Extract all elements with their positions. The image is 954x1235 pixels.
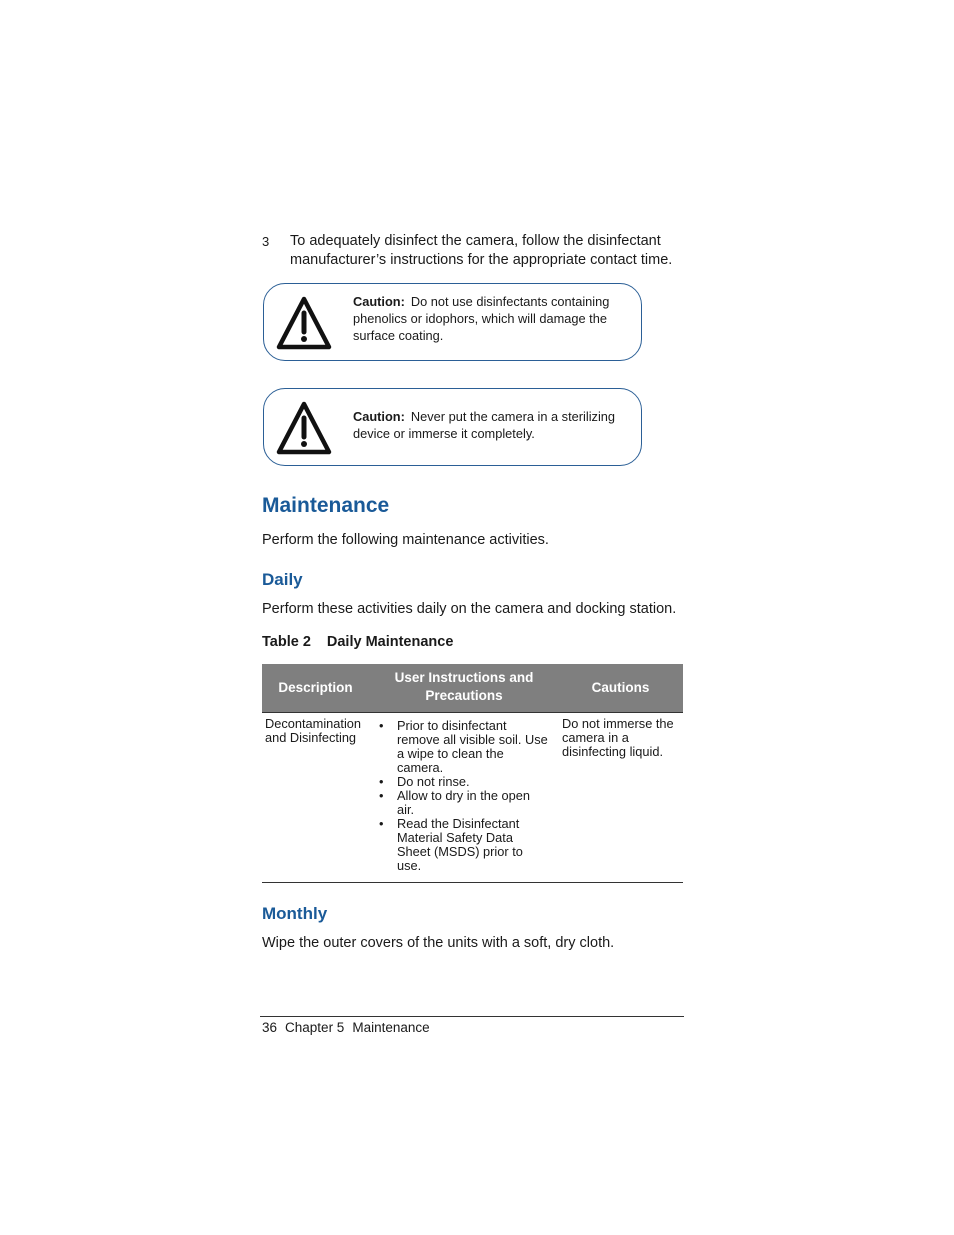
table-caption [262,634,453,650]
warning-triangle-icon [275,400,333,456]
warning-triangle-icon [275,295,333,351]
page-number: 36 [262,1020,278,1035]
subheading-daily: Daily [262,570,303,589]
caution-text [353,408,633,442]
table-cell-cautions: Do not immerse the camera in a disinfecting liquid. [562,716,674,759]
instruction-list [379,719,549,873]
subheading-monthly: Monthly [262,904,328,923]
column-header: Cautions [591,680,650,695]
table-bottom-rule [262,882,683,883]
table-caption-title: Daily Maintenance [326,634,454,650]
footer-rule [260,1016,684,1017]
maintenance-intro: Perform the following maintenance activities. [262,532,549,548]
table-header [262,664,683,712]
monthly-intro: Wipe the outer covers of the units with a soft, dry cloth. [262,935,615,951]
column-header: User Instructions and Precautions [394,670,534,703]
list-item: • Prior to disinfectant remove all visible soil. Use a wipe to clean the camera. [379,719,549,775]
column-header: Description [278,680,353,695]
step-number: 3 [262,234,270,249]
footer-chapter: Chapter 5 [285,1020,345,1035]
caution-label: Caution: [353,409,405,424]
step-text: To adequately disinfect the camera, follow the disinfectant manufacturer’s instructions for the appropriate contact time. [290,233,673,268]
section-heading-maintenance: Maintenance [262,494,390,517]
list-item: • Allow to dry in the open air. [379,789,549,817]
caution-message: Do not use disinfectants containing phenolics or idophors, which will damage the surface coating. [353,294,610,343]
table-divider [262,712,683,713]
caution-text [353,293,633,344]
caution-box [263,283,642,361]
daily-intro: Perform these activities daily on the camera and docking station. [262,601,677,617]
list-item: • Do not rinse. [379,775,549,789]
caution-box [263,388,642,466]
table-cell-description: Decontamination and Disinfecting [265,716,362,745]
list-item: • Read the Disinfectant Material Safety Data Sheet (MSDS) prior to use. [379,817,549,873]
page-footer [262,1020,438,1035]
caution-label: Caution: [353,294,405,309]
table-caption-number: Table 2 [262,634,311,650]
footer-section: Maintenance [352,1020,430,1035]
caution-message: Never put the camera in a sterilizing device or immerse it completely. [353,409,616,441]
